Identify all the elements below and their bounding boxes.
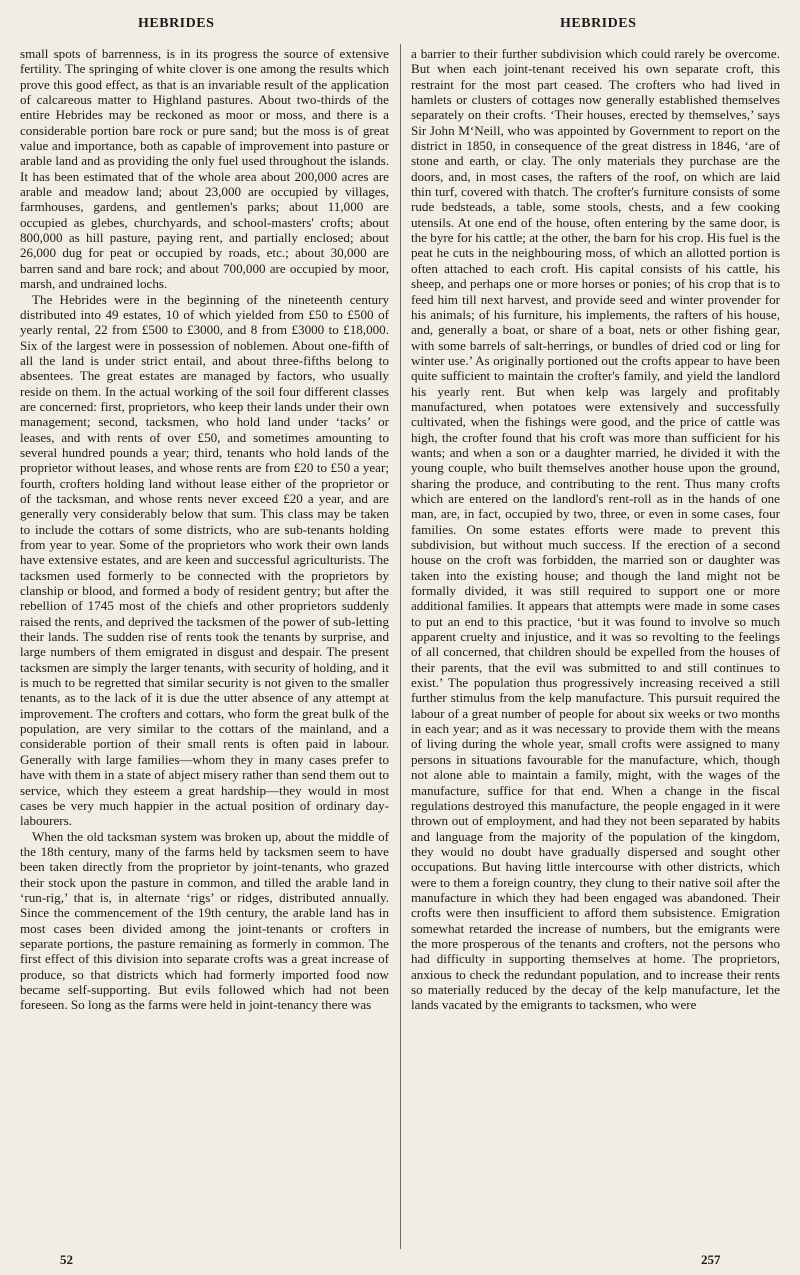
- paragraph: When the old tacksman system was broken up, about the middle of the 18th century, many of the farms held by tacksmen seem to have been taken directly from the proprietor by joint-tenants, who grazed their stock upon the pasture in common, and tilled the arable land in ‘run-rig,’ that is, in alternate ‘rigs’ or ridges, distributed annually. Since the commencement of the 19th century, the arable land has in most cases been divided among the joint-tenants or crofters in separate portions, the pasture remaining as formerly in common. The first effect of this division into separate crofts was a great increase of produce, so that districts which had formerly imported food now became self-supporting. But evils followed which had not been foreseen. So long as the farms were held in joint-tenancy there was: [20, 828, 389, 1013]
- running-head-left: HEBRIDES: [138, 16, 215, 31]
- left-column: [20, 46, 389, 1013]
- paragraph: a barrier to their further subdivision which could rarely be overcome. But when each joint-tenant received his own separate croft, this restraint for the most part ceased. The crofters who had lived in hamlets or clusters of cottages now generally established themselves separately on their crofts. ‘Their houses, erected by themselves,’ says Sir John M‘Neill, who was appointed by Government to report on the district in 1850, in consequence of the great distress in 1846, ‘are of stone and earth, or clay. The only materials they purchase are the doors, and, in most cases, the rafters of the roof, on which are laid thin turf, covered with thatch. The crofter's furniture consists of some rude bedsteads, a table, some stools, chests, and a few cooking utensils. At one end of the house, often entering by the same door, is the byre for his cattle; at the other, the barn for his crop. His fuel is the peat he cuts in the neighbouring moss, of which an allotted portion is often attached to each croft. His capital consists of his cattle, his sheep, and perhaps one or more horses or ponies; of his crop that is to feed him till next harvest, and provide seed and winter provender for his animals; of his furniture, his implements, the rafters of his house, and, generally a boat, or share of a boat, nets or other fishing gear, with some barrels of salt-herrings, or bundles of dried cod or ling for winter use.’ As originally portioned out the crofts appear to have been quite sufficient to maintain the crofter's family, and yield the landlord his yearly rent. But when kelp was largely and profitably manufactured, when potatoes were extensively and successfully cultivated, when the fishings were good, and the price of cattle was high, the crofter found that his croft was more than sufficient for his wants; and when a son or a daughter married, he divided it with the young couple, who built themselves another house upon the ground, sharing the produce, and contributing to the rent. Thus many crofts which are entered on the landlord's rent-roll as in the hands of one man, are, in fact, occupied by two, three, or even in some cases, four families. On some estates efforts were made to prevent this subdivision, but without much success. If the erection of a second house on the croft was forbidden, the married son or daughter was taken into the existing house; and though the land might not be formally divided, it was still required to support one or more additional families. It appears that attempts were made in some cases to put an end to this practice, ‘but it was found to involve so much apparent cruelty and injustice, and it was so revolting to the feelings of all concerned, that children should be expelled from the houses of their parents, that the evil was submitted to and still continues to exist.’ The population thus progressively increasing received a still further stimulus from the kelp manufacture. This pursuit required the labour of a great number of people for about six weeks or two months in each year; and as it was necessary to provide them with the means of living during the whole year, small crofts were assigned to many persons in situations favourable for the manufacture, which, though not alone able to maintain a family, might, with the wages of the manufacture, suffice for that end. When a change in the fiscal regulations destroyed this manufacture, the people engaged in it were thrown out of employment, and had they not been separated by habits and language from the majority of the population of the kingdom, they would no doubt have gradually dispersed and sought other occupations. But having little intercourse with other districts, which were to them a foreign country, they clung to their native soil after the manufacture in which they had been engaged was abandoned. Their crofts were then insufficient to afford them subsistence. Emigration somewhat retarded the increase of numbers, but the emigrants were the more prosperous of the tenants and crofters, not the persons who had difficulty in supporting themselves at home. The proprietors, anxious to check the redundant population, and to increase their rents so materially reduced by the decay of the kelp manufacture, let the lands vacated by the emigrants to tacksmen, who were: [411, 46, 780, 1013]
- paragraph: small spots of barrenness, is in its progress the source of extensive fertility. The springing of white clover is one among the results which prove this good effect, as that is an invariable result of the application of calcareous matter to Highland pastures. About two-thirds of the entire Hebrides may be reckoned as moor or moss, and there is a considerable portion bare rock or pure sand; but the moss is of great value and importance, both as capable of improvement into pasture or arable land and as providing the only fuel used throughout the islands. It has been estimated that of the whole area about 200,000 acres are arable and meadow land; about 23,000 are occupied by villages, farmhouses, gardens, and gentlemen's parks; about 11,000 are occupied as glebes, churchyards, and school-masters' crofts; about 800,000 as hill pasture, paying rent, and partially enclosed; about 26,000 dug for peat or occupied by roads, etc.; about 30,000 are barren sand and bare rock; and about 700,000 are occupied by moor, marsh, and undrained lochs.: [20, 46, 389, 292]
- right-column: [411, 46, 780, 1013]
- page-number-right: 257: [701, 1252, 721, 1267]
- page-number-left: 52: [60, 1252, 73, 1267]
- column-divider: [400, 44, 401, 1249]
- running-head-right: HEBRIDES: [560, 16, 637, 31]
- paragraph: The Hebrides were in the beginning of the nineteenth century distributed into 49 estates, 10 of which yielded from £50 to £500 of yearly rental, 22 from £500 to £3000, and 8 from £3000 to £18,000. Six of the largest were in possession of noblemen. About one-fifth of all the land is under strict entail, and about three-fifths belong to absentees. The great estates are managed by factors, who usually reside on them. In the actual working of the soil four different classes are concerned: first, proprietors, who keep their lands under their own management; second, tacksmen, who hold land under ‘tacks’ or leases, and with rents of over £50, and sometimes amounting to several hundred pounds a year; third, tenants who hold lands of the proprietor without leases, and whose rents are from £20 to £50 a year; fourth, crofters holding land without lease either of the proprietor or of the tacksman, and whose rents never exceed £20 a year, and are generally very considerably below that sum. This class may be taken to include the cottars of some districts, who are sub-tenants holding from year to year. Some of the proprietors who work their own lands have extensive estates, and are keen and successful agriculturists. The tacksmen used formerly to be connected with the proprietors by clanship or blood, and formed a body of resident gentry; but after the rebellion of 1745 most of the chiefs and other proprietors suddenly raised the rents, and deprived the tacksmen of the power of sub-letting their lands. The sudden rise of rents took the tenants by surprise, and large numbers of them emigrated in disgust and despair. The present tacksmen are simply the larger tenants, with security of holding, and it is much to be regretted that similar security is not given to the smaller tenants, as to the lack of it is due the utter absence of any attempt at improvement. The crofters and cottars, who form the great bulk of the population, are very similar to the cottars of the mainland, and a considerable portion of their small rents is often paid in labour. Generally with large families—whom they in many cases prefer to have with them in a state of abject misery rather than send them out to service, which they esteem a great hardship—they would in most cases be very much happier in the actual position of ordinary day-labourers.: [20, 291, 389, 829]
